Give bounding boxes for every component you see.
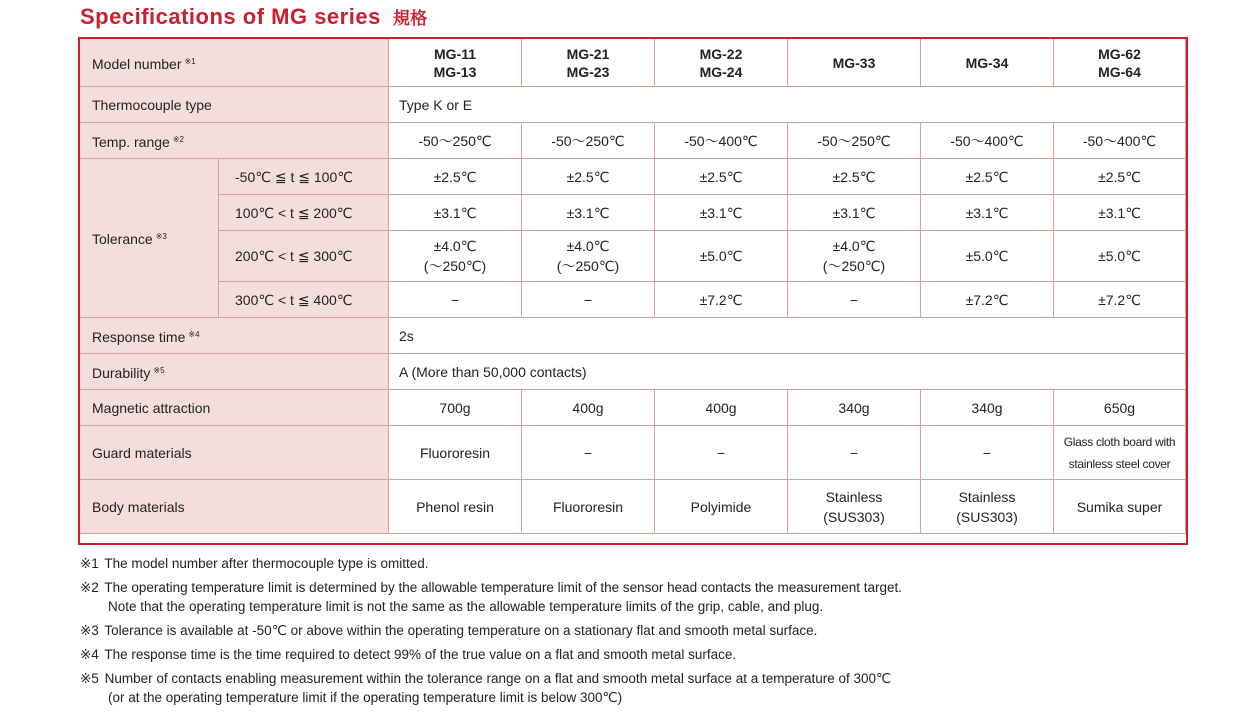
table-cell: -50～400℃ [655,123,788,159]
table-cell [522,480,655,534]
durability-ref: ※5 [153,365,165,375]
footnote-mark: ※5 [80,671,99,686]
table-cell: ±2.5℃ [522,159,655,195]
tolerance-ref: ※3 [155,232,167,241]
response-time-value: 2s [389,318,1186,354]
footnote-continuation: Note that the operating temperature limit is not the same as the allowable temperature limits of the grip, cable, and plug. [108,599,824,614]
tolerance-range: 300℃ < t ≦ 400℃ [219,282,389,318]
model-cell [788,39,921,87]
model-cell [655,39,788,87]
table-cell [522,231,655,282]
table-cell: -50～250℃ [522,123,655,159]
table-cell [389,231,522,282]
model-label-cell [80,39,389,87]
footnote-text: Number of contacts enabling measurement within the tolerance range on a flat and smooth metal surface at a temperature of 300℃ [104,671,892,686]
model-line: MG-34 [965,54,1009,71]
cell-line: Phenol resin [416,498,494,515]
model-line: MG-33 [832,54,876,71]
tolerance-label: Tolerance [92,231,153,247]
table-cell: ±2.5℃ [389,159,522,195]
model-ref: ※1 [184,56,196,66]
body-label: Body materials [80,480,389,534]
model-cell [389,39,522,87]
model-label: Model number [92,55,182,72]
table-cell: Fluororesin [389,426,522,480]
durability-row [80,354,1186,390]
cell-note: (～250℃) [423,258,487,274]
magnetic-row [80,390,1186,426]
model-cell [522,39,655,87]
cell-line: Fluororesin [552,498,624,515]
table-cell: ±5.0℃ [921,231,1054,282]
table-cell: − [389,282,522,318]
table-cell: ±3.1℃ [389,195,522,231]
table-cell: − [655,426,788,480]
footnote-text: The response time is the time required to detect 99% of the true value on a flat and smooth metal surface. [104,647,737,662]
cell-line: stainless steel cover [1068,456,1171,471]
temp-range-ref: ※2 [172,134,184,144]
footnote-mark: ※1 [80,556,99,571]
table-cell [389,480,522,534]
tolerance-row [80,195,1186,231]
footnote-text: The model number after thermocouple type is omitted. [104,556,429,571]
cell-line: Sumika super [1076,498,1163,515]
guard-label: Guard materials [80,426,389,480]
table-cell: ±5.0℃ [1054,231,1186,282]
table-cell: ±7.2℃ [921,282,1054,318]
response-time-label: Response time [92,328,186,345]
table-cell [921,480,1054,534]
title-text: Specifications of MG series [80,4,381,29]
model-line: MG-13 [433,63,477,80]
cell-value: ±4.0℃ [832,238,876,254]
model-line: MG-22 [699,45,743,62]
table-cell: 400g [522,390,655,426]
spec-table [79,38,1186,534]
cell-line: Polyimide [690,498,752,515]
table-cell: ±3.1℃ [1054,195,1186,231]
cell-line: Stainless [958,488,1016,505]
tolerance-range: -50℃ ≦ t ≦ 100℃ [219,159,389,195]
model-row [80,39,1186,87]
thermocouple-row [80,87,1186,123]
tolerance-range: 100℃ < t ≦ 200℃ [219,195,389,231]
model-cell [1054,39,1186,87]
tolerance-label-cell [80,159,219,318]
table-cell: − [788,282,921,318]
tolerance-row [80,282,1186,318]
table-cell: ±7.2℃ [1054,282,1186,318]
footnote-text: Tolerance is available at -50℃ or above within the operating temperature on a stationary flat and smooth metal surface. [104,623,818,638]
table-cell: ±3.1℃ [522,195,655,231]
table-cell: -50～250℃ [788,123,921,159]
cell-line: Glass cloth board with [1063,434,1176,449]
model-line: MG-23 [566,63,610,80]
table-cell: ±3.1℃ [655,195,788,231]
cell-note: (～250℃) [556,258,620,274]
table-cell: − [788,426,921,480]
temp-range-row [80,123,1186,159]
table-cell: − [522,282,655,318]
temp-range-label-cell [80,123,389,159]
table-cell [788,231,921,282]
table-cell: 340g [921,390,1054,426]
temp-range-label: Temp. range [92,133,170,150]
durability-value: A (More than 50,000 contacts) [389,354,1186,390]
table-cell: ±2.5℃ [1054,159,1186,195]
model-line: MG-11 [433,45,476,62]
table-cell: ±3.1℃ [921,195,1054,231]
tolerance-row [80,159,1186,195]
footnote-text: The operating temperature limit is determined by the allowable temperature limit of the sensor head contacts the measurement target. [104,580,903,595]
page-title [80,4,428,30]
guard-row [80,426,1186,480]
table-cell: 700g [389,390,522,426]
response-time-label-cell [80,318,389,354]
footnote [80,552,1230,576]
table-cell: ±7.2℃ [655,282,788,318]
durability-label-cell [80,354,389,390]
table-cell: 400g [655,390,788,426]
table-cell [1054,480,1186,534]
model-line: MG-62 [1098,45,1141,62]
table-cell: ±2.5℃ [655,159,788,195]
model-line: MG-24 [699,63,743,80]
magnetic-label: Magnetic attraction [80,390,389,426]
body-row [80,480,1186,534]
table-cell: 650g [1054,390,1186,426]
thermocouple-label: Thermocouple type [80,87,389,123]
footnote [80,619,1230,643]
cell-line: (SUS303) [823,508,885,525]
table-cell [655,480,788,534]
footnote-mark: ※3 [80,623,99,638]
footnote [80,643,1230,667]
tolerance-row [80,231,1186,282]
model-line: MG-64 [1098,63,1141,80]
cell-value: ±4.0℃ [566,238,610,254]
table-cell: − [522,426,655,480]
cell-note: (～250℃) [822,258,886,274]
table-cell: ±2.5℃ [921,159,1054,195]
model-line: MG-21 [566,45,610,62]
response-time-ref: ※4 [188,329,200,339]
footnote-mark: ※4 [80,647,99,662]
durability-label: Durability [92,364,151,381]
table-cell: ±5.0℃ [655,231,788,282]
footnote-mark: ※2 [80,580,99,595]
title-japanese: 規格 [392,9,428,28]
table-cell [788,480,921,534]
footnotes [80,552,1230,710]
table-cell: ±3.1℃ [788,195,921,231]
tolerance-range: 200℃ < t ≦ 300℃ [219,231,389,282]
model-cell [921,39,1054,87]
cell-line: Stainless [825,488,883,505]
footnote-continuation: (or at the operating temperature limit if the operating temperature limit is below 300℃) [108,690,623,705]
table-cell: -50～400℃ [921,123,1054,159]
table-cell: -50～250℃ [389,123,522,159]
table-cell: 340g [788,390,921,426]
table-cell: − [921,426,1054,480]
cell-line: (SUS303) [956,508,1018,525]
table-cell [1054,426,1186,480]
response-time-row [80,318,1186,354]
table-cell: ±2.5℃ [788,159,921,195]
cell-value: ±4.0℃ [433,238,477,254]
table-cell: -50～400℃ [1054,123,1186,159]
thermocouple-value: Type K or E [389,87,1186,123]
